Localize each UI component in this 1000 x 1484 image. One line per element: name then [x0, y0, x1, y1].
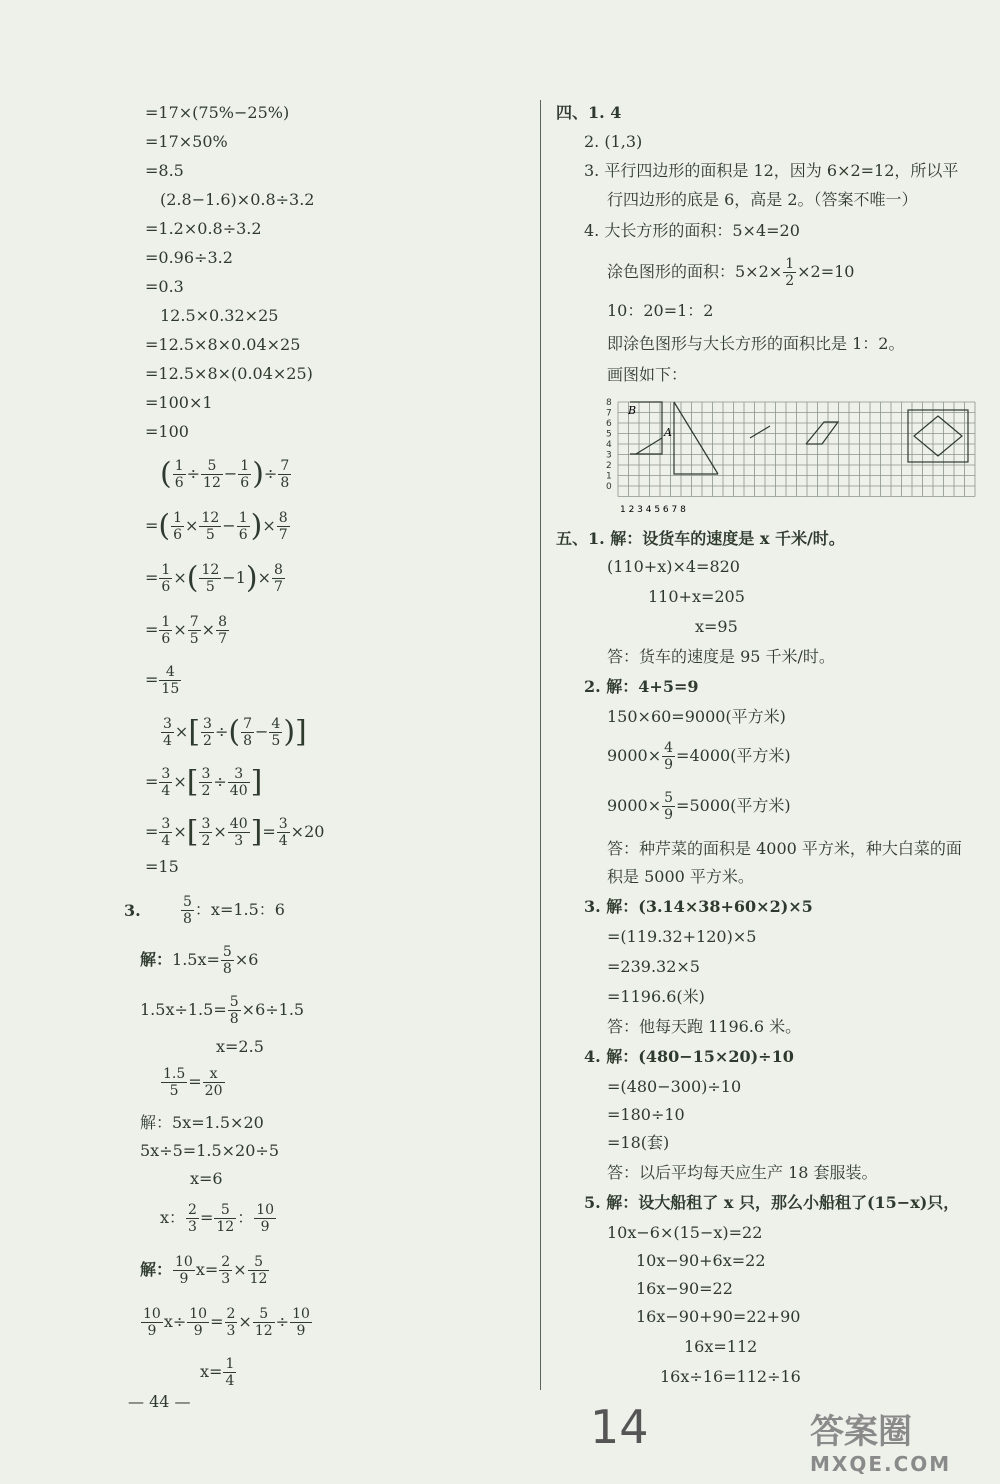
question-number: 3. — [124, 901, 141, 920]
fraction-expression: = $\frac{1}{6}$ × $\frac{7}{5}$ × $\frac{8}{7}$ — [145, 614, 227, 647]
fraction-expression: = $\frac{3}{4}$ ×[ $\frac{3}{2}$ ÷ $\frac{3}{40}$ ] — [145, 764, 263, 800]
solution-step: x=2.5 — [216, 1037, 264, 1056]
column-divider — [540, 100, 541, 1390]
calc-line: =1.2×0.8÷3.2 — [145, 219, 262, 238]
solution-step: 解：1.5x= $\frac{5}{8}$ ×6 — [140, 944, 259, 977]
grid-x-labels: 1 2 3 4 5 6 7 8 — [620, 505, 686, 514]
watermark-logo: 答案圈 MXQE.COM — [810, 1412, 952, 1476]
solution-step: 1.5x÷1.5= $\frac{5}{8}$ ×6÷1.5 — [140, 994, 305, 1027]
answer-line: 150×60=9000(平方米) — [607, 707, 786, 726]
answer-line: =18(套) — [607, 1133, 670, 1152]
calc-line: =0.96÷3.2 — [145, 248, 233, 267]
answer-line: 行四边形的底是 6，高是 2。（答案不唯一） — [607, 190, 918, 209]
answer-line: 16x÷16=112÷16 — [660, 1367, 801, 1386]
grid-y-label: 0 — [606, 482, 612, 492]
answer-line: 9000× $\frac{5}{9}$ =5000(平方米) — [607, 790, 791, 823]
calc-line: =17×50% — [145, 132, 228, 151]
answer-line: =(119.32+120)×5 — [607, 927, 757, 946]
answer-line: 16x=112 — [684, 1337, 758, 1356]
answer-line: 答：他每天跑 1196.6 米。 — [607, 1017, 802, 1036]
grid-label-b: B — [628, 404, 637, 417]
answer-line: 9000× $\frac{4}{9}$ =4000(平方米) — [607, 740, 791, 773]
proportion-equation: $\frac{5}{8}$ ：x=1.5：6 — [183, 894, 285, 927]
answer-line: =1196.6(米) — [607, 987, 705, 1006]
answer-line: x=95 — [695, 617, 738, 636]
fraction-expression: = $\frac{3}{4}$ ×[ $\frac{3}{2}$ × $\frac{40}{3}$ ]= $\frac{3}{4}$ ×20 — [145, 814, 325, 850]
answer-line: 16x−90=22 — [636, 1279, 733, 1298]
solution-step: 解：5x=1.5×20 — [140, 1113, 264, 1132]
answer-line: 3. 解：(3.14×38+60×2)×5 — [584, 897, 813, 916]
answer-line: (110+x)×4=820 — [607, 557, 740, 576]
calc-line: =12.5×8×0.04×25 — [145, 335, 301, 354]
calc-line: =0.3 — [145, 277, 184, 296]
answer-line: 16x−90+90=22+90 — [636, 1307, 801, 1326]
answer-line: 答：货车的速度是 95 千米/时。 — [607, 647, 835, 666]
answer-line: 答：以后平均每天应生产 18 套服装。 — [607, 1163, 878, 1182]
solution-step: $\frac{10}{9}$ x÷ $\frac{10}{9}$ = $\frac{2}{3}$ × $\frac{5}{12}$ ÷ $\frac{10}{9}$ — [143, 1306, 310, 1339]
answer-line: 10x−6×(15−x)=22 — [607, 1223, 763, 1242]
solution-step: 解： $\frac{10}{9}$ x= $\frac{2}{3}$ × $\frac{5}{12}$ — [140, 1254, 268, 1287]
fraction-expression: = $\frac{4}{15}$ — [145, 664, 180, 697]
grid-y-label: 5 — [606, 429, 612, 440]
answer-line: 110+x=205 — [648, 587, 745, 606]
calc-line: =100 — [145, 422, 189, 441]
solution-step: 5x÷5=1.5×20÷5 — [140, 1141, 279, 1160]
grid-y-label: 8 — [606, 398, 612, 408]
calc-line: =8.5 — [145, 161, 184, 180]
answer-line: 4. 大长方形的面积：5×4=20 — [584, 221, 800, 240]
answer-line: 10：20=1：2 — [607, 301, 714, 320]
grid-drawing — [600, 394, 980, 518]
answer-line: 2. (1,3) — [584, 132, 643, 151]
grid-y-label: 4 — [606, 440, 612, 450]
proportion-equation: x： $\frac{2}{3}$ = $\frac{5}{12}$ ： $\frac{10}{9}$ — [160, 1202, 275, 1235]
fraction-expression: =( $\frac{1}{6}$ × $\frac{12}{5}$ − $\frac{1}{6}$ )× $\frac{8}{7}$ — [145, 508, 288, 544]
grid-y-label: 2 — [606, 461, 612, 471]
answer-line: 五、1. 解：设货车的速度是 x 千米/时。 — [556, 529, 845, 548]
answer-line: 即涂色图形与大长方形的面积比是 1：2。 — [607, 334, 905, 353]
solution-step: x= $\frac{1}{4}$ — [200, 1356, 235, 1389]
answer-line: 5. 解：设大船租了 x 只，那么小船租了(15−x)只， — [584, 1193, 960, 1212]
answer-line: 3. 平行四边形的面积是 12，因为 6×2=12，所以平 — [584, 161, 959, 180]
fraction-expression: ( $\frac{1}{6}$ ÷ $\frac{5}{12}$ − $\frac{1}{6}$ )÷ $\frac{7}{8}$ — [160, 456, 290, 492]
calc-line: 12.5×0.32×25 — [160, 306, 279, 325]
calc-line: =17×(75%−25%) — [145, 103, 290, 122]
grid-y-label: 1 — [606, 471, 612, 482]
page-number: — 44 — — [128, 1392, 191, 1411]
calc-line: =15 — [145, 857, 179, 876]
grid-y-label: 7 — [606, 408, 612, 419]
calc-line: =12.5×8×(0.04×25) — [145, 364, 313, 383]
grid-label-a: A — [664, 426, 672, 439]
fraction-expression: $\frac{3}{4}$ ×[ $\frac{3}{2}$ ÷( $\frac{7}{8}$ − $\frac{4}{5}$ )] — [163, 714, 307, 750]
calc-line: (2.8−1.6)×0.8÷3.2 — [160, 190, 315, 209]
grid-y-label: 3 — [606, 450, 612, 461]
fraction-expression: = $\frac{1}{6}$ ×( $\frac{12}{5}$ −1)× $\frac{8}{7}$ — [145, 560, 283, 596]
answer-line: =(480−300)÷10 — [607, 1077, 742, 1096]
answer-line: 积是 5000 平方米。 — [607, 867, 754, 886]
answer-line: 四、1. 4 — [556, 103, 622, 122]
answer-line: 涂色图形的面积：5×2× $\frac{1}{2}$ ×2=10 — [607, 256, 855, 289]
grid-figure — [600, 394, 980, 514]
answer-line: 4. 解：(480−15×20)÷10 — [584, 1047, 794, 1066]
answer-line: =180÷10 — [607, 1105, 685, 1124]
calc-line: =100×1 — [145, 393, 213, 412]
solution-step: x=6 — [190, 1169, 223, 1188]
answer-line: =239.32×5 — [607, 957, 700, 976]
answer-line: 2. 解：4+5=9 — [584, 677, 699, 696]
answer-line: 答：种芹菜的面积是 4000 平方米，种大白菜的面 — [607, 839, 962, 858]
handwritten-number: 14 — [590, 1400, 649, 1454]
answer-line: 画图如下： — [607, 365, 688, 384]
proportion-equation: $\frac{1.5}{5}$ = $\frac{x}{20}$ — [163, 1066, 223, 1099]
answer-line: 10x−90+6x=22 — [636, 1251, 766, 1270]
grid-y-label: 6 — [606, 419, 612, 429]
